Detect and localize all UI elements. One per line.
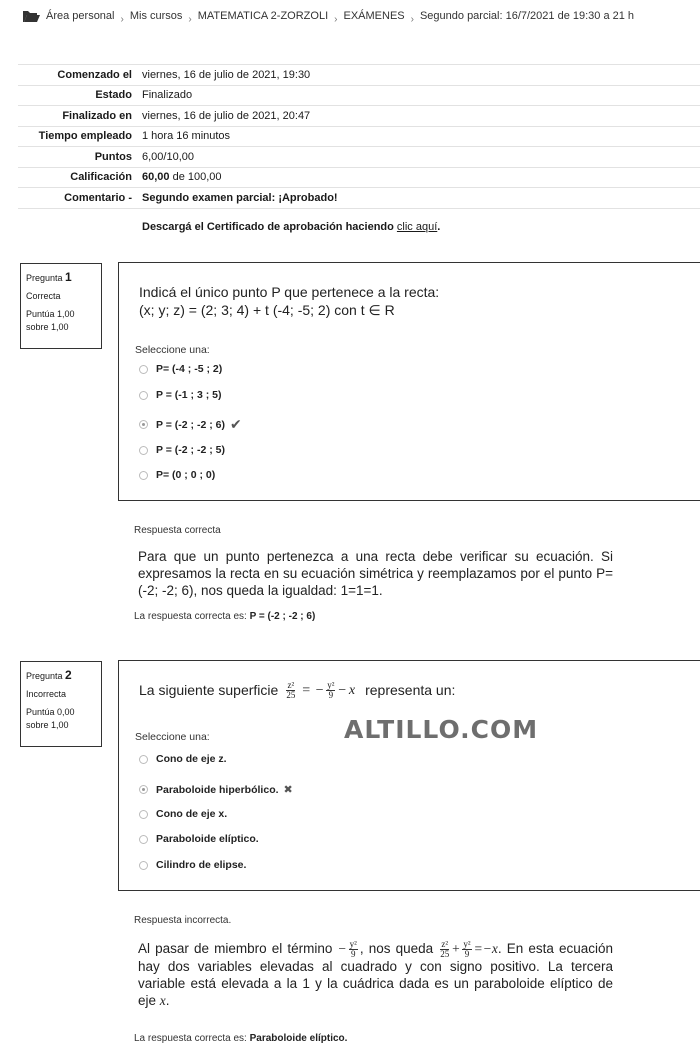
grade-max: de 100,00 [169,171,222,184]
breadcrumb-separator: › [188,13,192,25]
summary-label: Tiempo empleado [18,126,142,147]
summary-value [142,167,700,188]
numerator: y² [327,680,335,690]
option-label: Cono de eje z. [156,753,227,765]
checkmark-icon: ✔ [229,416,242,432]
select-one-label: Seleccione una: [135,731,210,743]
summary-row [18,106,700,127]
option-label: P= (0 ; 0 ; 0) [156,469,216,481]
option-label: P = (-1 ; 3 ; 5) [156,389,222,401]
radio-button[interactable] [139,365,148,374]
feedback-part: . En esta ecuación hay dos variables elevadas al cuadrado y con signo positivo. La tercera variable está elevada a la 1 y la cuádrica dada es un paraboloide elíptico de eje [138,941,614,1008]
question-text-start: La siguiente superficie [139,681,279,698]
answer-option[interactable] [139,389,221,401]
equals-minus: =− [473,941,492,957]
radio-button[interactable] [139,755,148,764]
breadcrumb-separator: › [120,13,124,25]
denominator: 9 [328,690,334,700]
feedback-title: Respuesta incorrecta. [134,915,232,926]
feedback-part: , nos queda [359,941,434,957]
feedback-part: Al pasar de miembro el término [138,941,333,957]
grade-value: 60,00 [142,171,170,184]
question-score: Puntúa 1,00 [26,308,75,319]
denominator: 9 [464,949,470,959]
radio-button-checked[interactable] [139,785,148,794]
summary-row [18,126,700,147]
question-1-box [118,262,700,501]
breadcrumb [22,9,700,23]
minus-sign: − [337,682,347,698]
surface-equation [284,681,355,700]
radio-button[interactable] [139,835,148,844]
plus-sign: + [451,941,461,957]
variable-x: x [348,682,356,698]
radio-button-checked[interactable] [139,420,148,429]
summary-row [18,147,700,168]
fraction [440,940,449,959]
question-2-box [118,660,700,891]
breadcrumb-examenes[interactable]: EXÁMENES [343,10,405,22]
summary-value: Segundo examen parcial: ¡Aprobado! [142,188,700,209]
option-label: Paraboloide elíptico. [156,833,259,845]
breadcrumb-separator: › [334,13,338,25]
answer-option[interactable] [139,859,246,871]
radio-button[interactable] [139,861,148,870]
summary-row-calificacion [18,167,700,188]
correct-answer-label: La respuesta correcta es: [134,611,250,622]
radio-button[interactable] [139,391,148,400]
answer-option-selected[interactable] [139,783,293,796]
feedback-title: Respuesta correcta [134,525,221,536]
denominator: 25 [286,690,296,700]
question-1-info [20,263,102,349]
breadcrumb-mis-cursos[interactable]: Mis cursos [129,10,183,22]
question-2-info [20,661,102,747]
denominator: 25 [440,949,450,959]
numerator: z² [441,939,449,949]
feedback-text: Para que un punto pertenezca a una recta debe verificar su ecuación. Si expresamos la recta en su ecuación simétrica y reemplazamos por el punto P=(-2; -2; 6), nos queda la igualdad: 1=1=1. [138,549,613,598]
breadcrumb-exam[interactable]: Segundo parcial: 16/7/2021 de 19:30 a 21 h [419,10,635,22]
summary-label: Comentario - [18,188,142,209]
summary-row [18,85,700,106]
answer-option[interactable] [139,363,222,375]
answer-option[interactable] [139,753,227,765]
folder-open-icon [22,9,40,23]
correct-answer [134,1033,347,1044]
fraction [462,940,471,959]
feedback-text [138,940,613,1010]
question-text-line: (x; y; z) = (2; 3; 4) + t (-4; -5; 2) con t ∈ R [139,301,395,318]
question-number: 2 [65,668,72,682]
question-label: Pregunta [26,273,63,283]
breadcrumb-area-personal[interactable]: Área personal [46,10,115,22]
watermark: ALTILLO.COM [344,715,539,744]
certificate-label: Descargá el Certificado de aprobación haciendo [142,221,397,233]
fraction [326,681,335,700]
breadcrumb-separator: › [410,13,414,25]
option-label: Paraboloide hiperbólico. [156,783,279,796]
correct-answer-value: P = (-2 ; -2 ; 6) [249,611,316,622]
summary-label: Puntos [18,147,142,168]
question-status: Correcta [26,291,61,301]
breadcrumb-course[interactable]: MATEMATICA 2-ZORZOLI [197,10,329,22]
answer-option[interactable] [139,808,227,820]
summary-row [18,65,700,86]
minus-sign: − [337,941,347,957]
question-1-text [139,284,439,319]
question-max-score: sobre 1,00 [26,322,69,332]
question-label: Pregunta [26,671,63,681]
correct-answer [134,611,315,622]
summary-value: 6,00/10,00 [142,147,700,168]
correct-answer-value: Paraboloide elíptico. [249,1033,348,1044]
denominator: 9 [351,949,356,959]
variable-x: x [159,992,166,1008]
option-label: P = (-2 ; -2 ; 6) [156,418,225,431]
radio-button[interactable] [139,471,148,480]
option-label: P = (-2 ; -2 ; 5) [156,444,225,456]
question-score: Puntúa 0,00 [26,706,75,717]
attempt-summary-table [18,64,700,209]
summary-value: Finalizado [142,85,700,106]
correct-answer-label: La respuesta correcta es: [134,1033,250,1044]
question-text-line: Indicá el único punto P que pertenece a la recta: [139,284,440,300]
certificate-end: . [437,221,441,233]
radio-button[interactable] [139,810,148,819]
summary-label: Calificación [18,167,142,188]
summary-row-comentario [18,188,700,209]
fraction [349,940,358,959]
numerator: y² [349,939,357,949]
summary-value: viernes, 16 de julio de 2021, 20:47 [142,106,700,127]
numerator: y² [463,939,471,949]
option-label: Cilindro de elipse. [156,859,247,871]
numerator: z² [287,680,295,690]
summary-value: viernes, 16 de julio de 2021, 19:30 [142,65,700,86]
question-status: Incorrecta [26,689,67,699]
option-label: Cono de eje x. [156,808,228,820]
select-one-label: Seleccione una: [135,344,210,356]
equals-sign: = [301,682,311,698]
minus-sign: − [314,682,325,698]
answer-option[interactable] [139,444,225,456]
cross-icon: ✖ [283,784,293,796]
question-2-text [139,681,455,700]
certificate-link[interactable]: clic aquí [396,221,438,233]
question-max-score: sobre 1,00 [26,720,69,730]
certificate-text [142,221,440,233]
summary-label: Comenzado el [18,65,142,86]
answer-option[interactable] [139,833,259,845]
variable-x: x [491,941,498,957]
option-label: P= (-4 ; -5 ; 2) [156,363,223,375]
answer-option-selected[interactable] [139,416,242,433]
question-number: 1 [65,270,72,284]
summary-label: Estado [18,85,142,106]
feedback-end: . [165,992,170,1008]
summary-label: Finalizado en [18,106,142,127]
radio-button[interactable] [139,446,148,455]
question-text-end: representa un: [365,681,456,698]
summary-value: 1 hora 16 minutos [142,126,700,147]
answer-option[interactable] [139,469,215,481]
fraction [286,681,295,700]
